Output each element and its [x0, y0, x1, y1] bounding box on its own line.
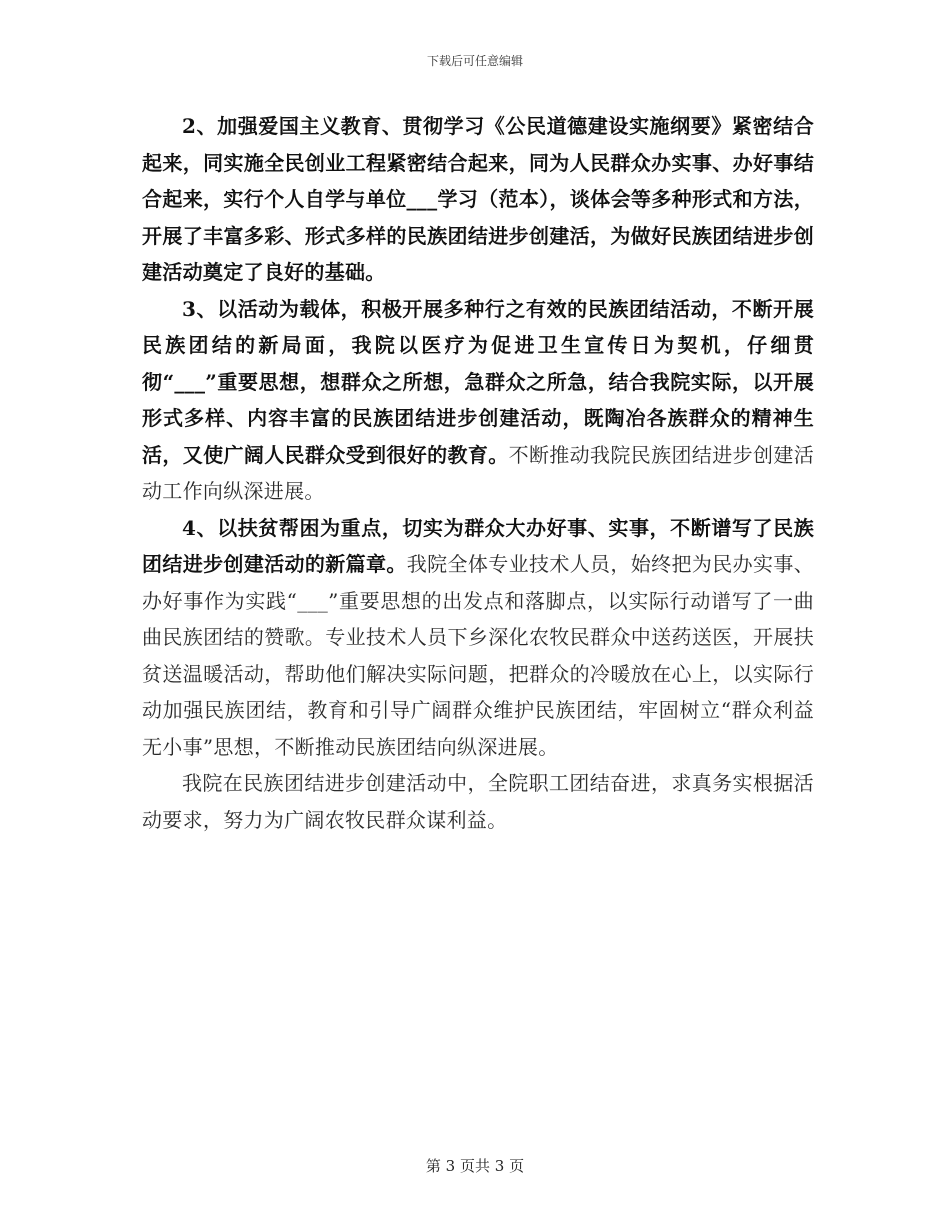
paragraph-2 [142, 108, 814, 291]
paragraph-2-bold: 2、加强爱国主义教育、贯彻学习《公民道德建设实施纲要》紧密结合起来，同实施全民创业工程紧密结合起来，同为人民群众办实事、办好事结合起来，实行个人自学与单位___学习（范本），谈体会等多种形式和方法，开展了丰富多彩、形式多样的民族团结进步创建活，为做好民族团结进步创建活动奠定了良好的基础。 [142, 114, 814, 284]
document-body [142, 108, 814, 838]
paragraph-4-normal: 我院全体专业技术人员，始终把为民办实事、办好事作为实践“___”重要思想的出发点和落脚点，以实际行动谱写了一曲曲民族团结的赞歌。专业技术人员下乡深化农牧民群众中送药送医，开展扶贫送温暖活动，帮助他们解决实际问题，把群众的冷暖放在心上，以实际行动加强民族团结，教育和引导广阔群众维护民族团结，牢固树立“群众利益无小事”思想，不断推动民族团结向纵深进展。 [142, 552, 815, 759]
paragraph-closing-normal: 我院在民族团结进步创建活动中，全院职工团结奋进，求真务实根据活动要求，努力为广阔农牧民群众谋利益。 [142, 771, 814, 832]
page-header: 下载后可任意编辑 [426, 54, 523, 68]
paragraph-4 [142, 510, 814, 766]
paragraph-closing [142, 765, 814, 838]
paragraph-3-normal: 不断推动我院民族团结进步创建活动工作向纵深进展。 [142, 442, 814, 503]
paragraph-3 [142, 291, 814, 510]
page-footer: 第 3 页共 3 页 [425, 1157, 525, 1175]
paragraph-3-bold: 3、以活动为载体，积极开展多种行之有效的民族团结活动，不断开展民族团结的新局面，我院以医疗为促进卫生宣传日为契机，仔细贯彻“___”重要思想，想群众之所想，急群众之所急，结合我院实际，以开展形式多样、内容丰富的民族团结进步创建活动，既陶冶各族群众的精神生活，又使广阔人民群众受到很好的教育。 [142, 296, 814, 467]
paragraph-4-bold: 4、以扶贫帮困为重点，切实为群众大办好事、实事，不断谱写了民族团结进步创建活动的新篇章。 [142, 515, 814, 576]
